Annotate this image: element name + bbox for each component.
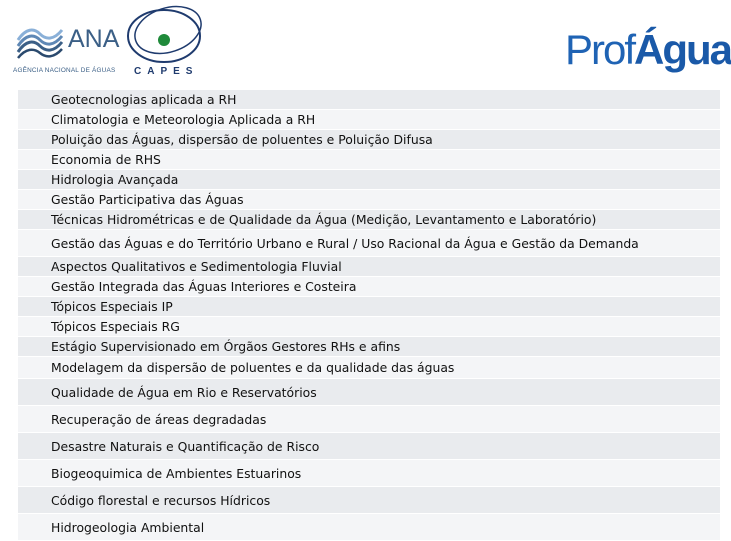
profagua-logo [565,6,731,78]
table-row [18,150,720,170]
discipline-name: Economia de RHS [51,152,161,167]
ana-wordmark: ANA [68,25,120,53]
table-row [18,317,720,337]
ana-subtitle: AGÊNCIA NACIONAL DE ÁGUAS [13,67,116,74]
discipline-name: Hidrogeologia Ambiental [51,519,205,535]
profagua-wordmark [565,26,731,74]
table-row [18,210,720,230]
discipline-name: Tópicos Especiais IP [51,299,173,314]
table-row [18,257,720,277]
discipline-name: Técnicas Hidrométricas e de Qualidade da Água (Medição, Levantamento e Laboratório) [51,212,597,227]
table-row [18,406,720,433]
ana-waves-icon [14,22,66,64]
table-row [18,90,720,110]
discipline-name: Qualidade de Água em Rio e Reservatórios [51,384,317,400]
discipline-name: Código florestal e recursos Hídricos [51,492,271,508]
table-row [18,357,720,379]
profagua-prefix: Prof [565,26,635,73]
discipline-name: Climatologia e Meteorologia Aplicada a RH [51,112,316,127]
profagua-suffix: Água [634,26,731,73]
table-row [18,337,720,357]
table-row [18,110,720,130]
header [0,0,731,88]
table-row [18,460,720,487]
table-row [18,297,720,317]
discipline-name: Gestão Participativa das Águas [51,192,244,207]
ana-logo [8,20,120,78]
discipline-name: Geotecnologias aplicada a RH [51,92,237,107]
capes-logo [118,2,214,84]
discipline-name: Desastre Naturais e Quantificação de Risco [51,438,320,454]
table-row [18,130,720,150]
discipline-name: Hidrologia Avançada [51,172,179,187]
table-row [18,277,720,297]
table-row [18,170,720,190]
table-row [18,379,720,406]
discipline-name: Aspectos Qualitativos e Sedimentologia Fluvial [51,259,342,274]
table-row [18,487,720,514]
table-row [18,230,720,257]
discipline-name: Modelagem da dispersão de poluentes e da qualidade das águas [51,360,455,375]
capes-wordmark: CAPES [134,66,199,77]
discipline-name: Tópicos Especiais RG [51,319,180,334]
table-row [18,433,720,460]
discipline-name: Biogeoquimica de Ambientes Estuarinos [51,465,302,481]
table-row [18,514,720,541]
capes-orbit-icon [118,2,214,66]
discipline-name: Gestão Integrada das Águas Interiores e Costeira [51,279,357,294]
disciplines-table [18,90,720,541]
table-row [18,190,720,210]
discipline-name: Estágio Supervisionado em Órgãos Gestores RHs e afins [51,339,401,354]
discipline-name: Gestão das Águas e do Território Urbano e Rural / Uso Racional da Água e Gestão da Demanda [51,235,639,251]
discipline-name: Recuperação de áreas degradadas [51,411,267,427]
discipline-name: Poluição das Águas, dispersão de poluentes e Poluição Difusa [51,132,433,147]
